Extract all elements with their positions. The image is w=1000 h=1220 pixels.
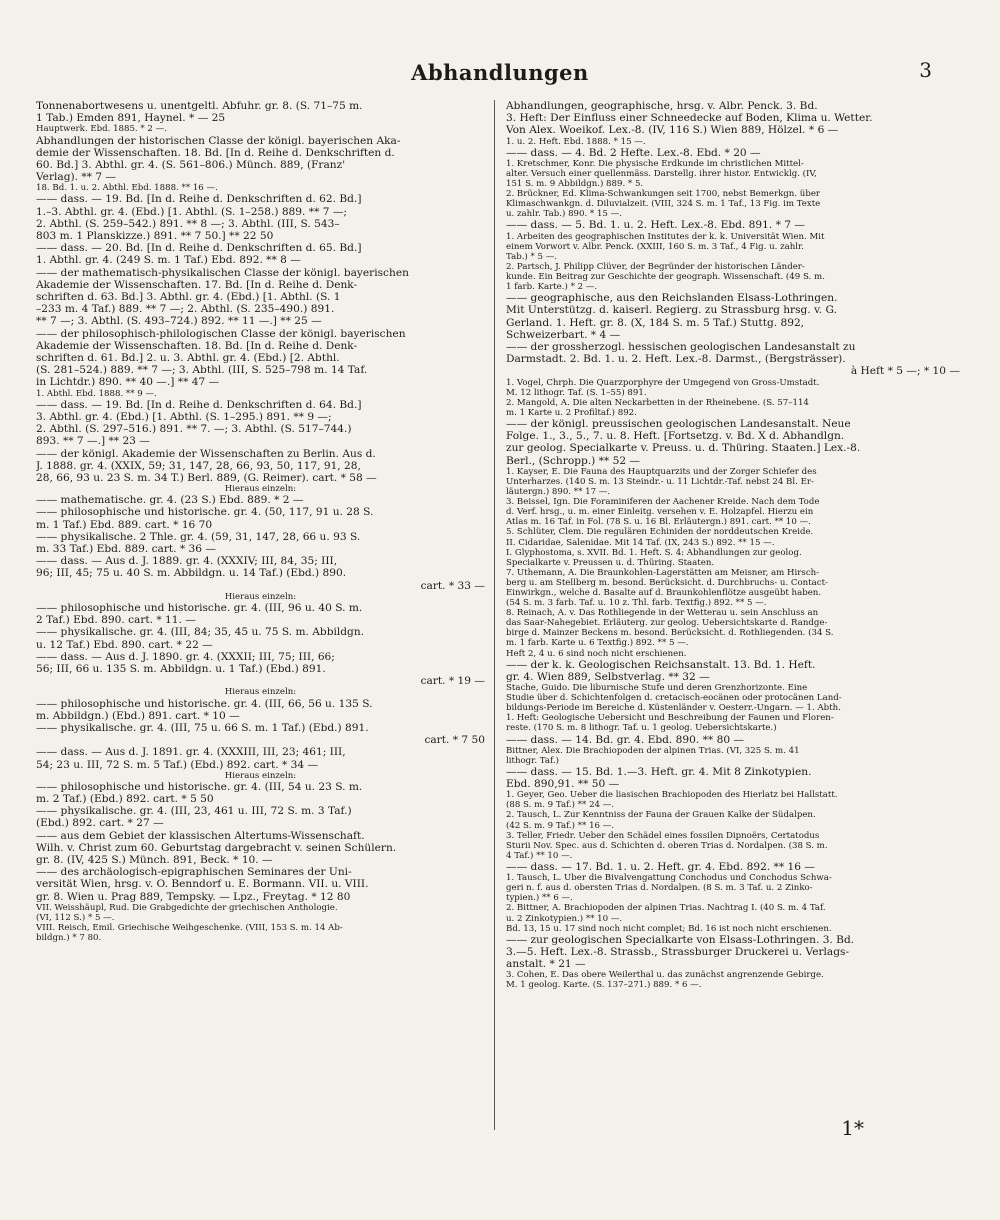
text-line: u. zahlr. Tab.) 890. * 15 —.: [506, 209, 622, 220]
text-line: II. Cidaridae, Salenidae. Mit 14 Taf. (IX, 243 S.) 892. ** 15 —.: [506, 537, 775, 548]
text-line: Mit Unterstützg. d. kaiserl. Regierg. zu Strassburg hrsg. v. G.: [506, 304, 837, 317]
text-line: —— der königl. preussischen geologischen Landesanstalt. Neue: [506, 418, 851, 431]
text-line: Studie über d. Schichtenfolgen d. cretacisch-eocänen oder protocänen Land-: [506, 693, 842, 704]
text-line: Gerland. 1. Heft. gr. 8. (X, 184 S. m. 5 Taf.) Stuttg. 892,: [506, 316, 805, 329]
text-line: berg u. am Stellberg m. besond. Berücksicht. d. Durchbruchs- u. Contact-: [506, 577, 828, 588]
text-line: 1. Abthl. Ebd. 1888. ** 9 —.: [36, 388, 157, 399]
text-line: Schweizerbart. * 4 —: [506, 328, 621, 341]
text-line: 1 Tab.) Emden 891, Haynel. * — 25: [36, 112, 226, 125]
text-line: m. 2 Taf.) (Ebd.) 892. cart. * 5 50: [36, 793, 214, 806]
text-line: läutergn.) 890. ** 17 —.: [506, 487, 611, 498]
text-line: —— geographische, aus den Reichslanden Elsass-Lothringen.: [506, 292, 838, 305]
text-line: typien.) ** 6 —.: [506, 893, 573, 904]
text-line: 2. Abthl. (S. 297–516.) 891. ** 7. —; 3. Abthl. (S. 517–744.): [36, 423, 352, 436]
text-line: zur geolog. Specialkarte v. Preuss. u. d. Thüring. Staaten.] Lex.-8.: [506, 442, 861, 455]
text-line: Klimaschwankgn. d. Diluvialzeit. (VIII, 324 S. m. 1 Taf., 13 Fig. im Texte: [506, 199, 821, 210]
text-line: 1. Vogel, Chrph. Die Quarzporphyre der Umgegend von Gross-Umstadt.: [506, 377, 820, 388]
text-line: 3. Cohen, E. Das obere Weilerthal u. das zunächst angrenzende Gebirge.: [506, 970, 824, 981]
text-line: 2. Brückner, Ed. Klima-Schwankungen seit 1700, nebst Bemerkgn. über: [506, 189, 821, 200]
text-line: demie der Wissenschaften. 18. Bd. [In d. Reihe d. Denkschriften d.: [36, 146, 395, 159]
text-line: —— zur geologischen Specialkarte von Elsass-Lothringen. 3. Bd.: [506, 933, 855, 946]
text-line: 7. Üthemann, A. Die Braunkohlen-Lagerstätten am Meisner, am Hirsch-: [506, 567, 820, 578]
text-line: alter. Versuch einer quellenmäss. Darstellg. ihrer histor. Entwicklg. (IV,: [506, 169, 817, 179]
text-line: —— dass. — 20. Bd. [In d. Reihe d. Denkschriften d. 65. Bd.]: [36, 242, 362, 255]
text-line: u. 2 Zinkotypien.) ** 10 —.: [506, 913, 623, 924]
text-line: 60. Bd.] 3. Abthl. gr. 4. (S. 561–806.) Münch. 889, (Franz': [36, 158, 346, 171]
text-line: anstalt. * 21 —: [506, 958, 586, 971]
text-line: (42 S. m. 9 Taf.) ** 16 —.: [506, 820, 615, 831]
text-line: d. Verf. hrsg., u. m. einer Einleitg. versehen v. E. Holzapfel. Hierzu ein: [506, 507, 814, 518]
text-line: —— dass. — 4. Bd. 2 Hefte. Lex.-8. Ebd. * 20 —: [506, 146, 761, 159]
text-line: Darmstadt. 2. Bd. 1. u. 2. Heft. Lex.-8. Darmst., (Bergsträsser).: [506, 353, 846, 366]
text-line: 151 S. m. 9 Abbildgn.) 889. * 5.: [506, 179, 644, 190]
text-line: —— der königl. Akademie der Wissenschaften zu Berlin. Aus d.: [36, 447, 376, 460]
text-line: Akademie der Wissenschaften. 18. Bd. [In d. Reihe d. Denk-: [36, 339, 358, 352]
page-number: 3: [919, 58, 932, 82]
text-line: —— mathematische. gr. 4. (23 S.) Ebd. 889. * 2 —: [36, 494, 304, 507]
text-line: 2 Taf.) Ebd. 890. cart. * 11. —: [36, 614, 196, 627]
text-line: —— der philosophisch-philologischen Classe der königl. bayerischen: [36, 327, 406, 340]
text-line: 1. Abthl. gr. 4. (249 S. m. 1 Taf.) Ebd. 892. ** 8 —: [36, 254, 301, 267]
text-line: Heft 2, 4 u. 6 sind noch nicht erschienen.: [506, 648, 687, 659]
text-line: 3.—5. Heft. Lex.-8. Strassb., Strassburger Druckerei u. Verlags-: [506, 945, 850, 958]
text-line: 2. Tausch, L. Zur Kenntniss der Fauna der Grauen Kalke der Südalpen.: [506, 810, 816, 821]
text-line: gr. 4. Wien 889, Selbstverlag. ** 32 —: [506, 670, 710, 683]
text-line: 2. Mangold, A. Die alten Neckarbetten in der Rheinebene. (S. 57–114: [506, 397, 809, 408]
text-line: —— dass. — 19. Bd. [In d. Reihe d. Denkschriften d. 62. Bd.]: [36, 193, 362, 206]
text-line: Abhandlungen, geographische, hrsg. v. Albr. Penck. 3. Bd.: [506, 100, 818, 112]
running-head: Abhandlungen: [411, 60, 589, 85]
right-column: [506, 100, 960, 1140]
text-line: schriften d. 61. Bd.] 2. u. 3. Abthl. gr. 4. (Ebd.) [2. Abthl.: [36, 352, 340, 365]
text-line: Akademie der Wissenschaften. 17. Bd. [In d. Reihe d. Denk-: [36, 278, 358, 291]
text-line: (VI, 112 S.) * 5 —.: [36, 912, 115, 923]
text-line: —— des archäologisch-epigraphischen Seminares der Uni-: [36, 866, 352, 879]
text-line: Hieraus einzeln:: [224, 687, 297, 698]
text-line: Hieraus einzeln:: [224, 591, 297, 602]
text-line: Berl., (Schropp.) ** 52 —: [506, 454, 641, 467]
text-line: —— dass. — 5. Bd. 1. u. 2. Heft. Lex.-8. Ebd. 891. * 7 —: [506, 219, 805, 232]
text-line: 5. Schlüter, Clem. Die regulären Echiniden der norddeutschen Kreide.: [506, 527, 814, 538]
text-line: 1. Geyer, Geo. Ueber die liasischen Brachiopoden des Hierlatz bei Hallstatt.: [506, 790, 838, 801]
text-line: Hauptwerk. Ebd. 1885. * 2 —.: [36, 124, 167, 135]
text-line: Wilh. v. Christ zum 60. Geburtstag dargebracht v. seinen Schülern.: [36, 841, 397, 854]
text-line: VIII. Reisch, Emil. Griechische Weihgeschenke. (VIII, 153 S. m. 14 Ab-: [36, 923, 343, 934]
text-line: 893. ** 7 —.] ** 23 —: [36, 435, 150, 448]
text-line: 3. Teller, Friedr. Ueber den Schädel eines fossilen Dipnoërs, Certatodus: [506, 830, 820, 841]
text-line: versität Wien, hrsg. v. O. Benndorf u. E. Bormann. VII. u. VIII.: [36, 878, 369, 891]
text-line: —— der mathematisch-physikalischen Classe der königl. bayerischen: [36, 266, 409, 279]
text-line: ** 7 —; 3. Abthl. (S. 493–724.) 892. ** 11 —.] ** 25 —: [36, 315, 322, 328]
text-line: I. Glyphostoma, s. XVII. Bd. 1. Heft. S. 4: Abhandlungen zur geolog.: [506, 547, 802, 558]
text-line: 2. Partsch, J. Philipp Clüver, der Begründer der historischen Länder-: [506, 261, 805, 272]
text-line: Tonnenabortwesens u. unentgeltl. Abfuhr. gr. 8. (S. 71–75 m.: [36, 100, 363, 112]
text-line: gr. 8. (IV, 425 S.) Münch. 891, Beck. * 10. —: [36, 854, 273, 867]
text-line: geri n. f. aus d. obersten Trias d. Nordalpen. (8 S. m. 3 Taf. u. 2 Zinko-: [506, 883, 813, 894]
text-line: 4 Taf.) ** 10 —.: [506, 850, 573, 861]
text-line: –233 m. 4 Taf.) 889. ** 7 —; 2. Abthl. (S. 235–490.) 891.: [36, 303, 335, 316]
text-line: —— der k. k. Geologischen Reichsanstalt. 13. Bd. 1. Heft.: [506, 658, 816, 671]
text-line: Bd. 13, 15 u. 17 sind noch nicht complet; Bd. 16 ist noch nicht erschienen.: [506, 923, 832, 934]
text-line: Bittner, Alex. Die Brachiopoden der alpinen Trias. (VI, 325 S. m. 41: [506, 745, 800, 756]
left-column: [36, 100, 485, 1140]
text-line: 1. u. 2. Heft. Ebd. 1888. * 15 —.: [506, 136, 646, 147]
text-line: Ebd. 890,91. ** 50 —: [506, 778, 620, 791]
text-line: bildgn.) * 7 80.: [36, 933, 102, 944]
text-line: 18. Bd. 1. u. 2. Abthl. Ebd. 1888. ** 16 —.: [36, 183, 218, 194]
text-line: 8. Reinach, A. v. Das Rothliegende in der Wetterau u. sein Anschluss an: [506, 608, 819, 619]
text-line: —— philosophische und historische. gr. 4. (III, 54 u. 23 S. m.: [36, 780, 363, 793]
text-line: Folge. 1., 3., 5., 7. u. 8. Heft. [Fortsetzg. v. Bd. X d. Abhandlgn.: [506, 430, 845, 443]
text-line: 1. Kayser, E. Die Fauna des Hauptquarzits und der Zorger Schiefer des: [506, 466, 817, 477]
text-line: 3. Heft: Der Einfluss einer Schneedecke auf Boden, Klima u. Wetter.: [506, 112, 873, 125]
text-line: —— philosophische und historische. gr. 4. (III, 66, 56 u. 135 S.: [36, 697, 373, 710]
text-line: 96; III, 45; 75 u. 40 S. m. Abbildgn. u. 14 Taf.) (Ebd.) 890.: [36, 567, 347, 580]
text-line: (88 S. m. 9 Taf.) ** 24 —.: [506, 800, 615, 811]
text-line: Von Alex. Woeikof. Lex.-8. (IV, 116 S.) Wien 889, Hölzel. * 6 —: [506, 124, 839, 137]
text-line: Unterharzes. (140 S. m. 13 Steindr.- u. 11 Lichtdr.-Taf. nebst 24 Bl. Er-: [506, 476, 814, 487]
text-line: cart. * 33 —: [420, 579, 485, 592]
text-line: Hieraus einzeln:: [224, 484, 297, 495]
text-line: u. 12 Taf.) Ebd. 890. cart. * 22 —: [36, 638, 213, 651]
text-line: m. 33 Taf.) Ebd. 889. cart. * 36 —: [36, 543, 216, 556]
text-line: Sturii Nov. Spec. aus d. Schichten d. oberen Trias d. Nordalpen. (38 S. m.: [506, 840, 828, 851]
text-line: Abhandlungen der historischen Classe der königl. bayerischen Aka-: [36, 134, 401, 147]
text-line: —— physikalische. 2 Thle. gr. 4. (59, 31, 147, 28, 66 u. 93 S.: [36, 530, 361, 543]
text-line: gr. 8. Wien u. Prag 889, Tempsky. — Lpz., Freytag. * 12 80: [36, 890, 351, 903]
text-line: M. 1 geolog. Karte. (S. 137–271.) 889. * 6 —.: [506, 980, 702, 991]
text-line: 3. Beissel, Ign. Die Foraminiferen der Aachener Kreide. Nach dem Tode: [506, 497, 820, 508]
text-line: —— dass. — Aus d. J. 1891. gr. 4. (XXXIII, III, 23; 461; III,: [36, 746, 346, 759]
text-line: einem Vorwort v. Albr. Penck. (XXIII, 160 S. m. 3 Taf., 4 Fig. u. zahlr.: [506, 241, 804, 252]
text-line: —— physikalische. gr. 4. (III, 23, 461 u. III, 72 S. m. 3 Taf.): [36, 805, 352, 818]
text-line: m. 1 Taf.) Ebd. 889. cart. * 16 70: [36, 518, 213, 531]
text-line: 28, 66, 93 u. 23 S. m. 34 T.) Berl. 889, (G. Reimer). cart. * 58 —: [36, 471, 377, 484]
text-line: Einwirkgn., welche d. Basalte auf d. Braunkohlenflötze ausgeübt haben.: [506, 587, 822, 598]
text-line: cart. * 19 —: [420, 675, 485, 688]
text-line: —— dass. — 15. Bd. 1.—3. Heft. gr. 4. Mit 8 Zinkotypien.: [506, 765, 812, 778]
text-line: —— physikalische. gr. 4. (III, 75 u. 66 S. m. 1 Taf.) (Ebd.) 891.: [36, 721, 369, 734]
text-line: Atlas m. 16 Taf. in Fol. (78 S. u. 16 Bl. Erläutergn.) 891. cart. ** 10 —.: [506, 517, 811, 528]
text-line: 803 m. 1 Planskizze.) 891. ** 7 50.] ** 22 50: [36, 230, 274, 243]
text-line: birge d. Mainzer Beckens m. besond. Berücksicht. d. Rothliegenden. (34 S.: [506, 628, 834, 639]
text-line: lithogr. Taf.): [506, 755, 559, 766]
text-line: (54 S. m. 3 farb. Taf. u. 10 z. Thl. farb. Textfig.) 892. ** 5 —.: [506, 598, 767, 609]
text-line: —— der grossherzogl. hessischen geologischen Landesanstalt zu: [506, 341, 856, 354]
text-line: m. 1 farb. Karte u. 6 Textfig.) 892. ** 5 —.: [506, 638, 689, 649]
text-line: —— philosophische und historische. gr. 4. (50, 117, 91 u. 28 S.: [36, 506, 374, 519]
text-line: 1 farb. Karte.) * 2 —.: [506, 282, 598, 293]
text-line: à Heft * 5 —; * 10 —: [850, 365, 960, 378]
text-line: Verlag). ** 7 —: [36, 171, 117, 184]
text-line: 2. Bittner, A. Brachiopoden der alpinen Trias. Nachtrag I. (40 S. m. 4 Taf.: [506, 903, 826, 914]
text-line: Hieraus einzeln:: [224, 770, 297, 781]
text-line: 1. Arbeiten des geographischen Institutes der k. k. Universität Wien. Mit: [506, 231, 825, 242]
text-line: 1. Tausch, L. Über die Bivalvengattung Conchodus und Conchodus Schwa-: [506, 873, 832, 884]
text-line: —— dass. — Aus d. J. 1890. gr. 4. (XXXII; III, 75; III, 66;: [36, 650, 335, 663]
text-line: in Lichtdr.) 890. ** 40 —.] ** 47 —: [36, 376, 220, 389]
text-line: cart. * 7 50: [424, 734, 485, 747]
text-line: Specialkarte v. Preussen u. d. Thüring. Staaten.: [506, 557, 715, 568]
text-line: reste. (170 S. m. 8 lithogr. Taf. u. 1 geolog. Uebersichtskarte.): [506, 723, 777, 734]
text-line: 2. Abthl. (S. 259–542.) 891. ** 8 —; 3. Abthl. (III, S. 543–: [36, 217, 340, 230]
text-line: schriften d. 63. Bd.] 3. Abthl. gr. 4. (Ebd.) [1. Abthl. (S. 1: [36, 291, 341, 304]
text-line: J. 1888. gr. 4. (XXIX, 59; 31, 147, 28, 66, 93, 50, 117, 91, 28,: [36, 459, 361, 472]
text-line: m. Abbildgn.) (Ebd.) 891. cart. * 10 —: [36, 709, 240, 722]
text-line: VII. Weisshäupl, Rud. Die Grabgedichte der griechischen Anthologie.: [36, 902, 338, 913]
text-line: (S. 281–524.) 889. ** 7 —; 3. Abthl. (III, S. 525–798 m. 14 Taf.: [36, 364, 368, 377]
text-line: kunde. Ein Beitrag zur Geschichte der geograph. Wissenschaft. (49 S. m.: [506, 272, 825, 283]
text-line: 3. Abthl. gr. 4. (Ebd.) [1. Abthl. (S. 1–295.) 891. ** 9 —;: [36, 410, 332, 423]
text-line: —— dass. — 17. Bd. 1. u. 2. Heft. gr. 4. Ebd. 892. ** 16 —: [506, 860, 815, 873]
text-line: Tab.) * 5 —.: [506, 251, 558, 262]
text-line: 1. Heft: Geologische Uebersicht und Beschreibung der Faunen und Floren-: [506, 713, 834, 724]
text-line: 56; III, 66 u. 135 S. m. Abbildgn. u. 1 Taf.) (Ebd.) 891.: [36, 663, 326, 675]
text-line: —— dass. — 14. Bd. gr. 4. Ebd. 890. ** 80 —: [506, 733, 745, 746]
text-line: —— dass. — Aus d. J. 1889. gr. 4. (XXXIV; III, 84, 35; III,: [36, 555, 338, 568]
text-line: bildungs-Periode im Bereiche d. Küstenländer v. Oesterr.-Ungarn. — 1. Abth.: [506, 703, 841, 714]
text-line: das Saar-Nahegebiet. Erläuterg. zur geolog. Uebersichtskarte d. Randge-: [506, 618, 828, 629]
text-line: 1.–3. Abthl. gr. 4. (Ebd.) [1. Abthl. (S. 1–258.) 889. ** 7 —;: [36, 205, 348, 218]
text-line: (Ebd.) 892. cart. * 27 —: [36, 817, 164, 830]
signature-mark: 1*: [841, 1116, 864, 1140]
text-line: —— aus dem Gebiet der klassischen Altertums-Wissenschaft.: [36, 829, 365, 842]
text-line: M. 12 lithogr. Taf. (S. 1–55) 891.: [506, 387, 647, 398]
text-line: 1. Kretschmer, Konr. Die physische Erdkunde im christlichen Mittel-: [506, 158, 804, 169]
text-line: —— physikalische. gr. 4. (III, 84; 35, 45 u. 75 S. m. Abbildgn.: [36, 626, 365, 639]
text-line: Stache, Guido. Die liburnische Stufe und deren Grenzhorizonte. Eine: [506, 683, 808, 694]
text-line: 54; 23 u. III, 72 S. m. 5 Taf.) (Ebd.) 892. cart. * 34 —: [36, 758, 319, 771]
text-line: —— dass. — 19. Bd. [In d. Reihe d. Denkschriften d. 64. Bd.]: [36, 398, 362, 411]
text-line: m. 1 Karte u. 2 Profiltaf.) 892.: [506, 407, 637, 418]
text-line: —— philosophische und historische. gr. 4. (III, 96 u. 40 S. m.: [36, 601, 363, 614]
column-divider: [494, 100, 495, 1130]
